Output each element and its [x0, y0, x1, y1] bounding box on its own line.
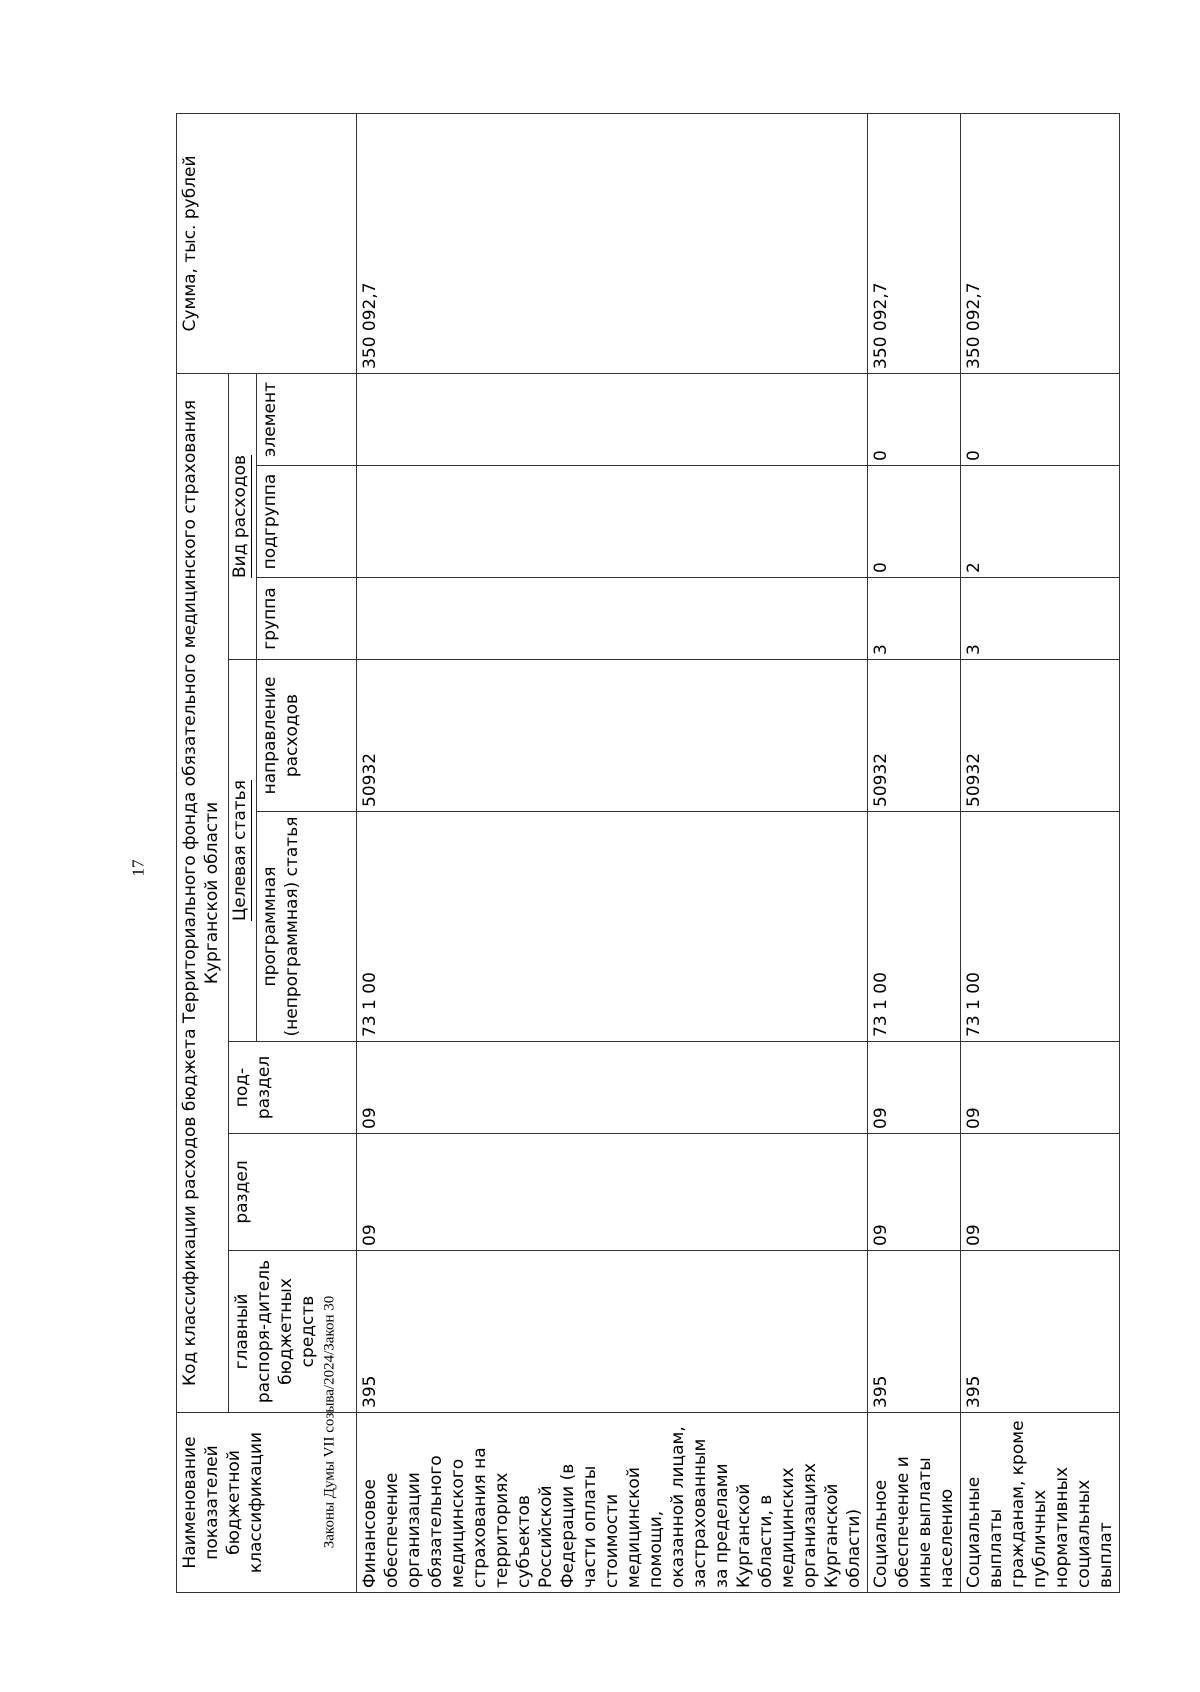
- cell-prog: 73 1 00: [868, 812, 961, 1042]
- budget-table: [176, 113, 1120, 1593]
- cell-podgruppa: 2: [961, 466, 1120, 578]
- cell-element: 0: [868, 373, 961, 465]
- cell-prog: 73 1 00: [357, 812, 868, 1042]
- cell-gruppa: [357, 578, 868, 660]
- header-code: Код классификации расходов бюджета Территориального фонда обязательного медицинского страхования Курганской области: [177, 373, 229, 1412]
- table-row: [868, 113, 961, 1592]
- header-napr: направление расходов: [257, 660, 357, 812]
- page-number: 17: [128, 859, 148, 877]
- header-podgruppa: подгруппа: [257, 466, 357, 578]
- header-summa: Сумма, тыс. рублей: [177, 113, 357, 373]
- cell-gruppa: 3: [868, 578, 961, 660]
- cell-podgruppa: 0: [868, 466, 961, 578]
- cell-razdel: 09: [868, 1134, 961, 1251]
- cell-napr: 50932: [357, 660, 868, 812]
- cell-summa: 350 092,7: [961, 113, 1120, 373]
- table-row: [961, 113, 1120, 1592]
- footer-text: Законы Думы VII созыва/2024/Закон 30: [321, 1295, 338, 1549]
- cell-napr: 50932: [868, 660, 961, 812]
- header-cel-label: Целевая статья: [230, 780, 250, 921]
- cell-napr: 50932: [961, 660, 1120, 812]
- header-name: Наименование показателей бюджетной классификации: [177, 1413, 357, 1593]
- cell-prog: 73 1 00: [961, 812, 1120, 1042]
- cell-name: Социальное обеспечение и иные выплаты населению: [868, 1413, 961, 1593]
- cell-gl: 395: [868, 1251, 961, 1413]
- table-row: [357, 113, 868, 1592]
- cell-podrazdel: 09: [961, 1042, 1120, 1134]
- header-element: элемент: [257, 373, 357, 465]
- cell-gruppa: 3: [961, 578, 1120, 660]
- cell-podrazdel: 09: [868, 1042, 961, 1134]
- cell-podgruppa: [357, 466, 868, 578]
- cell-summa: 350 092,7: [868, 113, 961, 373]
- cell-element: [357, 373, 868, 465]
- cell-name: Социальные выплаты гражданам, кроме публичных нормативных социальных выплат: [961, 1413, 1120, 1593]
- header-gl: главный распоря-дитель бюджетных средств: [229, 1251, 357, 1413]
- cell-podrazdel: 09: [357, 1042, 868, 1134]
- cell-element: 0: [961, 373, 1120, 465]
- cell-gl: 395: [961, 1251, 1120, 1413]
- header-vid: [229, 373, 257, 659]
- header-gruppa: группа: [257, 578, 357, 660]
- header-vid-label: Вид расходов: [230, 454, 250, 578]
- cell-summa: 350 092,7: [357, 113, 868, 373]
- cell-name: Финансовое обеспечение организации обязательного медицинского страхования на территориях субъектов Российской Федерации (в части оплаты стоимости медицинской помощи, оказанной лицам, застрахованным за пределами Курганской области, в медицинских организациях Курганской области): [357, 1413, 868, 1593]
- header-podrazdel: под-раздел: [229, 1042, 357, 1134]
- budget-table-rotated: [176, 114, 1116, 1593]
- cell-gl: 395: [357, 1251, 868, 1413]
- header-prog: программная (непрограммная) статья: [257, 812, 357, 1042]
- cell-razdel: 09: [357, 1134, 868, 1251]
- cell-razdel: 09: [961, 1134, 1120, 1251]
- header-cel: [229, 660, 257, 1042]
- header-razdel: раздел: [229, 1134, 357, 1251]
